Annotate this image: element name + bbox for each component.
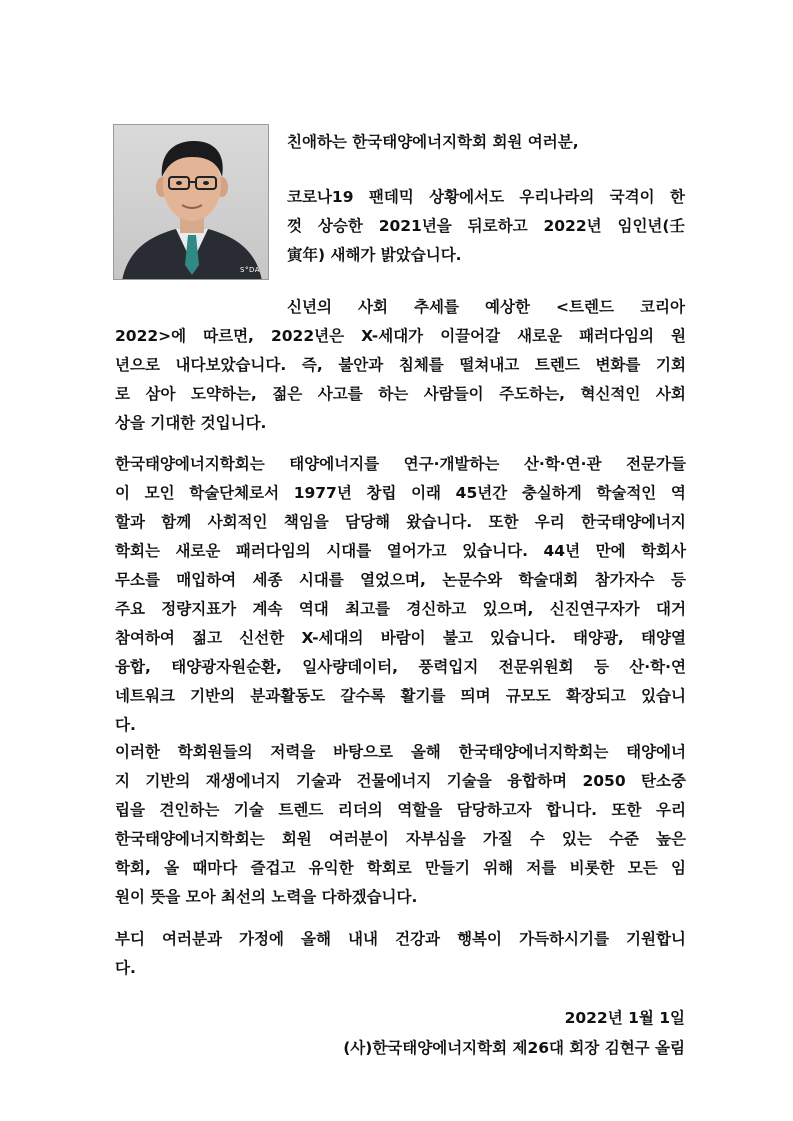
word: 태양에너 [626,743,686,761]
word: 올해 [410,743,441,761]
word: 위해 [483,859,514,877]
text-line [115,829,686,849]
word: 사회 [655,385,686,403]
word: 트렌드 [278,801,324,819]
word: 건물에너지 [356,772,432,790]
word: 사고를 [317,385,363,403]
text-line [115,929,686,949]
word: 뒤로하고 [467,217,528,235]
word: 사회 [358,298,388,316]
word: 기술과 [296,772,342,790]
word: 가득하시기를 [519,930,609,948]
word: 매입하여 [176,571,237,589]
word: 원이 뜻을 모아 최선의 노력을 다하겠습니다. [115,888,418,906]
word: 침체를 [398,356,444,374]
word: 삼아 [145,385,176,403]
text-line [115,686,686,706]
word: 따르면, [203,327,254,345]
word: 무소를 [115,571,160,589]
word: 산·학·연 [629,658,686,676]
word: 떨쳐내고 [459,356,520,374]
word: 새로운 [175,542,221,560]
word: 젊은 [272,385,303,403]
word: 있습니다. [490,629,556,647]
word: 다. [115,959,136,977]
word: 한국태양에너지 [581,513,686,531]
word: 우리 [656,801,686,819]
word: 띄며 [460,687,491,705]
text-line [115,454,686,474]
word: 예상한 [485,298,530,316]
text-line [115,742,686,762]
word: 1977년 [293,484,352,502]
word: 탄소중 [641,772,686,790]
text-line [115,771,686,791]
text-line [115,570,686,590]
word: 즐겁고 [250,859,296,877]
word: 임 [670,859,686,877]
word: 참여하여 [115,629,175,647]
text-line [115,715,686,735]
word: 담당하고자 [456,801,532,819]
word: 원 [670,327,686,345]
word: 있는 [561,830,592,848]
word: 등 [593,658,609,676]
word: 재생에너지 [205,772,281,790]
word: 전문가들 [626,455,686,473]
word: 기반의 [190,687,236,705]
word: 불안과 [338,356,384,374]
word: 로 [115,385,130,403]
word: 2022>에 [115,327,187,345]
word: 국격이 [609,188,655,206]
word: 추세를 [414,298,459,316]
word: 역 [670,484,686,502]
word: 등 [670,571,686,589]
word: 팬데믹 [368,188,414,206]
text-line [115,887,686,907]
word: 학회사 [641,542,686,560]
text-line [115,483,686,503]
word: 저를 [526,859,557,877]
word: 트렌드 [534,356,580,374]
text-line [115,800,686,820]
word: 2022년 [543,217,602,235]
word: 바람이 [380,629,426,647]
word: 열어가고 [386,542,447,560]
word: 융합하며 [507,772,568,790]
word: 산·학·연·관 [523,455,602,473]
word: 모든 [627,859,658,877]
word: 44년 [543,542,581,560]
word: 세종 [252,571,283,589]
word: 분과활동도 [250,687,326,705]
word: 태양광자원순환, [171,658,282,676]
word: 寅年) 새해가 밝았습니다. [287,246,462,264]
word: 코로나19 [287,188,354,206]
signature: (사)한국태양에너지학회 제26대 회장 김현구 올림 [343,1039,685,1057]
word: 학회는 [115,542,160,560]
word: 참가자수 [594,571,655,589]
text-line [287,297,685,317]
word: 비롯한 [569,859,615,877]
word: 우리 [534,513,565,531]
word: 이끌어갈 [440,327,501,345]
word: 학회원들의 [177,743,253,761]
word: 융합, [115,658,151,676]
word: 학술적인 [596,484,657,502]
word: 정량지표가 [161,600,237,618]
word: 또한 [488,513,519,531]
word: 한 [669,188,685,206]
word: 부디 [115,930,145,948]
text-line [115,541,686,561]
word: 한국태양에너지학회는 [458,743,609,761]
text-line [115,384,686,404]
word: 계속 [252,600,283,618]
text-line [115,326,686,346]
word: 신선한 [239,629,285,647]
word: 만에 [595,542,626,560]
word: 기술 [233,801,264,819]
word: 확장되고 [565,687,626,705]
word: 함께 [161,513,192,531]
word: 기회 [655,356,686,374]
word: 연구·개발하는 [403,455,500,473]
word: 견인하는 [159,801,220,819]
word: 수준 [608,830,639,848]
word: 태양에너지를 [289,455,380,473]
word: 태양열 [641,629,686,647]
word: 수 [529,830,545,848]
word: 신년의 [287,298,332,316]
word: 상황에서도 [429,188,505,206]
word: 여러분과 [162,930,222,948]
word: 책임을 [283,513,329,531]
word: 건강과 [395,930,440,948]
word: 저력을 [270,743,316,761]
word: 올해 [301,930,331,948]
word: 기원합니 [626,930,686,948]
word: 기반의 [145,772,191,790]
word: 사람들이 [423,385,484,403]
word: 높은 [655,830,686,848]
text-line [115,858,686,878]
word: 주도하는, [499,385,565,403]
portrait-icon [114,125,269,280]
word: 도약하는, [191,385,257,403]
word: 일사량데이터, [302,658,399,676]
word: 껏 [287,217,302,235]
text-line [115,355,686,375]
word: 가정에 [239,930,284,948]
word: 학회로 [366,859,412,877]
text-line [287,216,685,236]
word: 새로운 [517,327,563,345]
greeting: 친애하는 한국태양에너지학회 회원 여러분, [287,133,579,151]
word: 충실하게 [521,484,582,502]
word: 사회적인 [207,513,268,531]
word: 하는 [378,385,409,403]
word: 모인 [144,484,175,502]
word: 상승한 [317,217,363,235]
word: 전문위원회 [498,658,574,676]
word: 할과 [115,513,145,531]
word: 만들기 [425,859,470,877]
word: 기술을 [446,772,492,790]
word: 행복이 [457,930,502,948]
word: 논문수와 [442,571,503,589]
word: 열었으며, [360,571,426,589]
word: 주요 [115,600,145,618]
word: 즉, [301,356,323,374]
word: 젊고 [192,629,223,647]
word: 네트워크 [115,687,175,705]
word: 있으며, [482,600,534,618]
word: 코리아 [640,298,685,316]
portrait-photo [113,124,269,280]
word: 립을 [115,801,145,819]
word: 상을 기대한 것입니다. [115,414,267,432]
word: 패러다임의 [235,542,311,560]
word: 2021년을 [378,217,452,235]
word: 지 [115,772,130,790]
word: 역할을 [397,801,443,819]
word: X-세대의 [301,629,364,647]
word: X-세대가 [361,327,424,345]
text-line [115,599,686,619]
word: 최고를 [345,600,391,618]
word: 이 [115,484,130,502]
word: 유익한 [308,859,354,877]
text-line [115,413,686,433]
word: 내다보았습니다. [175,356,287,374]
word: 시대를 [298,571,344,589]
word: 임인년(壬 [617,217,685,235]
word: 여러분이 [328,830,389,848]
word: 변화를 [595,356,641,374]
word: 갈수록 [340,687,386,705]
word: 회원 [281,830,312,848]
text-line [115,512,686,532]
word: 45년간 [455,484,508,502]
word: 때마다 [192,859,238,877]
word: 풍력입지 [418,658,479,676]
word: 왔습니다. [406,513,473,531]
word: 담당해 [345,513,391,531]
word: 학회, [115,859,151,877]
word: 내내 [348,930,378,948]
text-line [287,245,685,265]
word: 자부심을 [405,830,466,848]
text-line [115,628,686,648]
text-line [287,187,685,207]
word: 창립 [366,484,397,502]
letter-date: 2022년 1월 1일 [564,1009,685,1027]
word: 학술단체로서 [189,484,280,502]
word: 혁신적인 [580,385,641,403]
word: 가질 [482,830,513,848]
word: 리더의 [337,801,383,819]
word: 한국태양에너지학회는 [115,455,265,473]
word: 태양광, [573,629,624,647]
word: 학술대회 [518,571,579,589]
word: 바탕으로 [333,743,394,761]
word: 있습니다. [462,542,528,560]
word: 2022년은 [270,327,345,345]
text-line [115,657,686,677]
word: 한국태양에너지학회는 [115,830,265,848]
word: 올 [164,859,180,877]
word: 또한 [611,801,642,819]
text-line [115,958,686,978]
word: 합니다. [546,801,597,819]
word: 2050 [582,772,626,790]
word: 경신하고 [406,600,467,618]
word: 이래 [411,484,442,502]
photo-watermark: S°DA [240,266,260,274]
word: 이러한 [115,743,160,761]
word: 우리나라의 [519,188,595,206]
word: 패러다임의 [579,327,654,345]
word: 역대 [298,600,329,618]
word: <트렌드 [556,298,614,316]
word: 시대를 [326,542,372,560]
word: 규모도 [505,687,551,705]
word: 활기를 [400,687,446,705]
word: 년으로 [115,356,160,374]
word: 대거 [655,600,686,618]
word: 있습니 [641,687,686,705]
word: 신진연구자가 [549,600,640,618]
word: 불고 [442,629,473,647]
word: 다. [115,716,136,734]
